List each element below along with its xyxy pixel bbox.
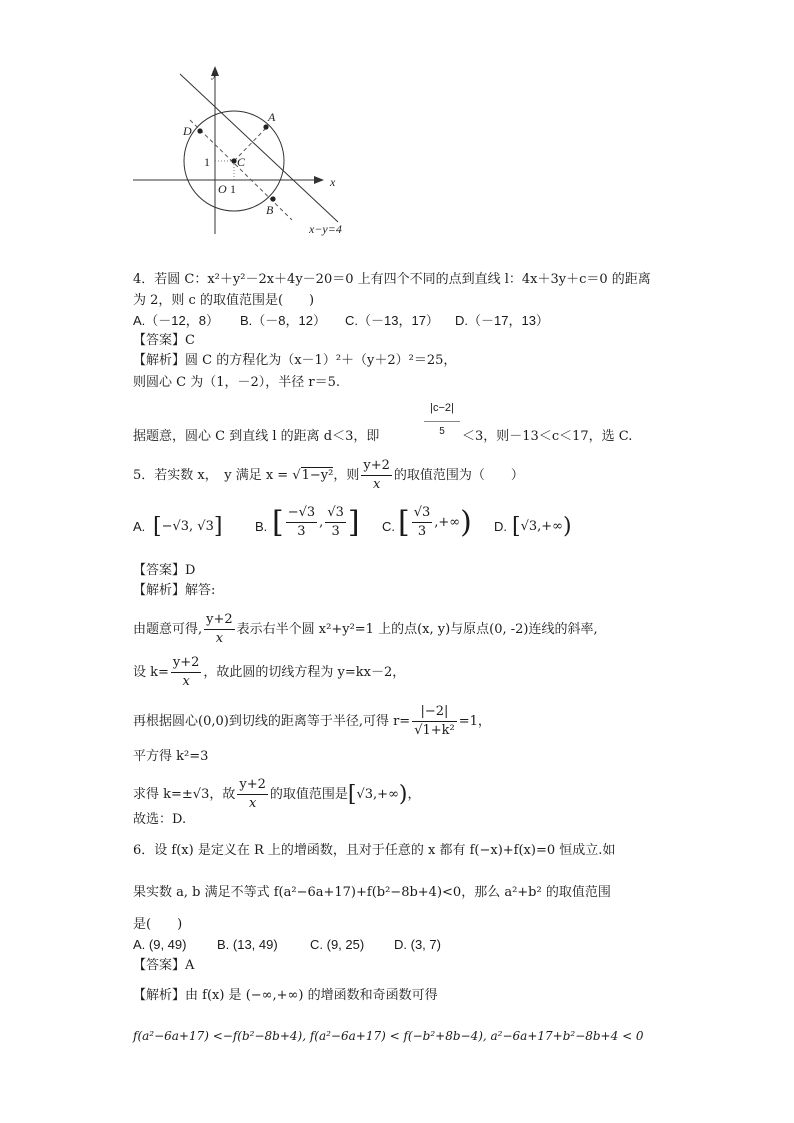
q4-option-c: C.（－13，17）: [345, 313, 439, 328]
q5-option-c-den: 3: [417, 524, 427, 539]
q5-stem-fraction: [361, 458, 392, 493]
q5-analysis-line2: [133, 655, 405, 690]
q5-option-b-label: B.: [255, 519, 268, 534]
q5-analysis-line4: 平方得 k²=3: [133, 749, 209, 764]
line-x-y-4: [180, 74, 338, 222]
q6-answer: 【答案】A: [133, 958, 195, 973]
q5-option-c-inf: ,+∞: [434, 515, 461, 530]
q5-line2-frac-den: x: [182, 674, 190, 689]
q5-line2-post: ，故此圆的切线方程为 y=kx－2，: [203, 665, 406, 680]
q5-option-d-label: D.: [494, 519, 507, 534]
q4-option-b: B.（－8，12）: [240, 313, 326, 328]
q5-stem-frac-num: y+2: [361, 458, 392, 476]
q5-line3-pre: 再根据圆心(0,0)到切线的距离等于半径,可得 r=: [133, 714, 411, 729]
q6-stem-line3: 是( ): [133, 917, 183, 932]
q6-stem-line1: 6．设 f(x) 是定义在 R 上的增函数，且对于任意的 x 都有 f(−x)+f(x)=0 恒成立.如: [133, 843, 616, 858]
point-a: [263, 124, 268, 129]
q6-option-b: B. (13, 49): [217, 937, 278, 952]
q6-analysis-post: 的增函数和奇函数可得: [307, 988, 438, 1003]
label-y: y: [212, 66, 218, 80]
q5-option-b-left-num: −√3: [286, 505, 317, 523]
q5-analysis-line1: [133, 612, 598, 647]
q5-line3-frac-num: |−2|: [412, 704, 457, 722]
label-origin: O: [218, 182, 227, 196]
q4-option-d: D.（－17，13）: [455, 313, 549, 328]
label-tick-x: 1: [230, 182, 236, 196]
q5-option-c-label: C.: [382, 519, 395, 534]
q5-line1-frac-num: y+2: [204, 612, 235, 630]
q5-option-b-left-den: 3: [297, 524, 306, 539]
q6-analysis-interval: (−∞,+∞): [245, 988, 304, 1003]
label-tick-y: 1: [204, 155, 210, 169]
q4-stem-line1: 4．若圆 C：x²＋y²－2x＋4y－20＝0 上有四个不同的点到直线 l：4x＋3y＋c＝0 的距离: [133, 272, 651, 287]
circle-figure: [125, 55, 365, 245]
q5-stem: [133, 458, 524, 493]
q5-answer: 【答案】D: [133, 563, 196, 578]
q5-option-a: [−√3, √3]: [153, 514, 223, 539]
q5-option-b-right-num: √3: [325, 505, 346, 523]
q6-stem-line2: 果实数 a, b 满足不等式 f(a²−6a+17)+f(b²−8b+4)<0，那么 a²+b² 的取值范围: [133, 885, 611, 900]
q6-analysis-pre: 【解析】由 f(x) 是: [133, 988, 242, 1003]
q6-analysis-line2: f(a²−6a+17) <−f(b²−8b+4), f(a²−6a+17) < f(−b²+8b−4), a²−6a+17+b²−8b+4 < 0: [133, 1029, 644, 1043]
q5-line2-frac-num: y+2: [171, 655, 202, 673]
q5-option-c-num: √3: [412, 505, 433, 523]
q5-stem-frac-den: x: [372, 477, 381, 492]
q5-line5-frac-num: y+2: [237, 777, 268, 795]
point-c: [231, 158, 236, 163]
q5-stem-pre: 5．若实数 x， y 满足 x =: [133, 468, 293, 483]
q4-option-a: A.（－12，8）: [133, 313, 219, 328]
q5-option-b: [ $\frac{-√3}{3}$ , $\frac{√3}{3}$ ]: [272, 505, 360, 540]
q5-option-d: [√3,+∞): [512, 514, 572, 539]
q6-analysis-line1: [133, 988, 438, 1004]
q5-option-d-value: √3,+∞: [520, 519, 564, 534]
q4-analysis-line2: 则圆心 C 为（1，－2），半径 r＝5.: [133, 375, 341, 390]
q5-analysis-head: 【解析】解答:: [133, 583, 216, 598]
q4-fraction-bar: [424, 421, 460, 422]
q5-line5-pre: 求得 k=±√3，故: [133, 787, 236, 802]
label-x: x: [330, 175, 336, 189]
q5-option-c: [ $\frac{√3}{3}$ ,+∞): [398, 505, 472, 540]
label-d: D: [183, 124, 192, 138]
q5-option-b-right-den: 3: [331, 524, 340, 539]
q4-analysis-line3-post: ＜3，则－13＜c＜17，选 C.: [462, 429, 633, 444]
q5-line1-post: 表示右半个圆 x²+y²=1 上的点(x, y)与原点(0, -2)连线的斜率,: [236, 622, 598, 637]
q5-line3-post: =1，: [458, 714, 491, 729]
q6-option-a: A. (9, 49): [133, 937, 187, 952]
q5-sqrt: √1−y²: [292, 468, 334, 483]
q5-line1-frac-den: x: [215, 631, 224, 646]
q4-answer: 【答案】C: [133, 333, 195, 348]
point-b: [270, 196, 275, 201]
q4-fraction-denominator: 5: [439, 426, 445, 437]
q4-analysis-line1: 【解析】圆 C 的方程化为（x－1）²＋（y＋2）²＝25，: [133, 353, 457, 368]
q5-line5-range: √3,+∞: [356, 787, 399, 802]
q5-sqrt-content: 1−y²: [301, 468, 334, 483]
q5-option-a-label: A.: [133, 519, 146, 534]
label-a: A: [268, 110, 276, 124]
q5-line2-pre: 设 k=: [133, 665, 169, 680]
x-axis-arrow: [314, 176, 324, 184]
q4-fraction-numerator: |c−2|: [430, 402, 454, 414]
q4-analysis-line3-pre: 据题意，圆心 C 到直线 l 的距离 d＜3，即: [133, 429, 380, 444]
q5-line1-pre: 由题意可得,: [133, 622, 203, 637]
q5-line3-frac-den: √1+k²: [414, 723, 455, 738]
label-b: B: [266, 203, 274, 217]
point-d: [197, 128, 202, 133]
q5-analysis-line5: 求得 k=±√3，故 $\frac{y+2}{x}$ 的取值范围是[√3,+∞)，: [133, 777, 421, 811]
q6-option-d: D. (3, 7): [394, 937, 441, 952]
q5-stem-post: 的取值范围为（ ）: [393, 468, 524, 483]
q5-option-a-value: −√3, √3: [161, 519, 214, 534]
q5-stem-mid: ，则: [333, 468, 360, 483]
q5-line5-mid: 的取值范围是: [269, 787, 348, 802]
label-line: x−y=4: [309, 222, 342, 236]
q5-line5-frac-den: x: [248, 796, 257, 811]
label-c: C: [237, 155, 246, 169]
q5-analysis-line3: [133, 704, 491, 739]
q5-line5-post: ，: [407, 787, 421, 802]
q4-stem-line2: 为 2，则 c 的取值范围是( ): [133, 293, 315, 308]
q6-option-c: C. (9, 25): [310, 937, 365, 952]
q5-analysis-line6: 故选：D.: [133, 812, 187, 827]
